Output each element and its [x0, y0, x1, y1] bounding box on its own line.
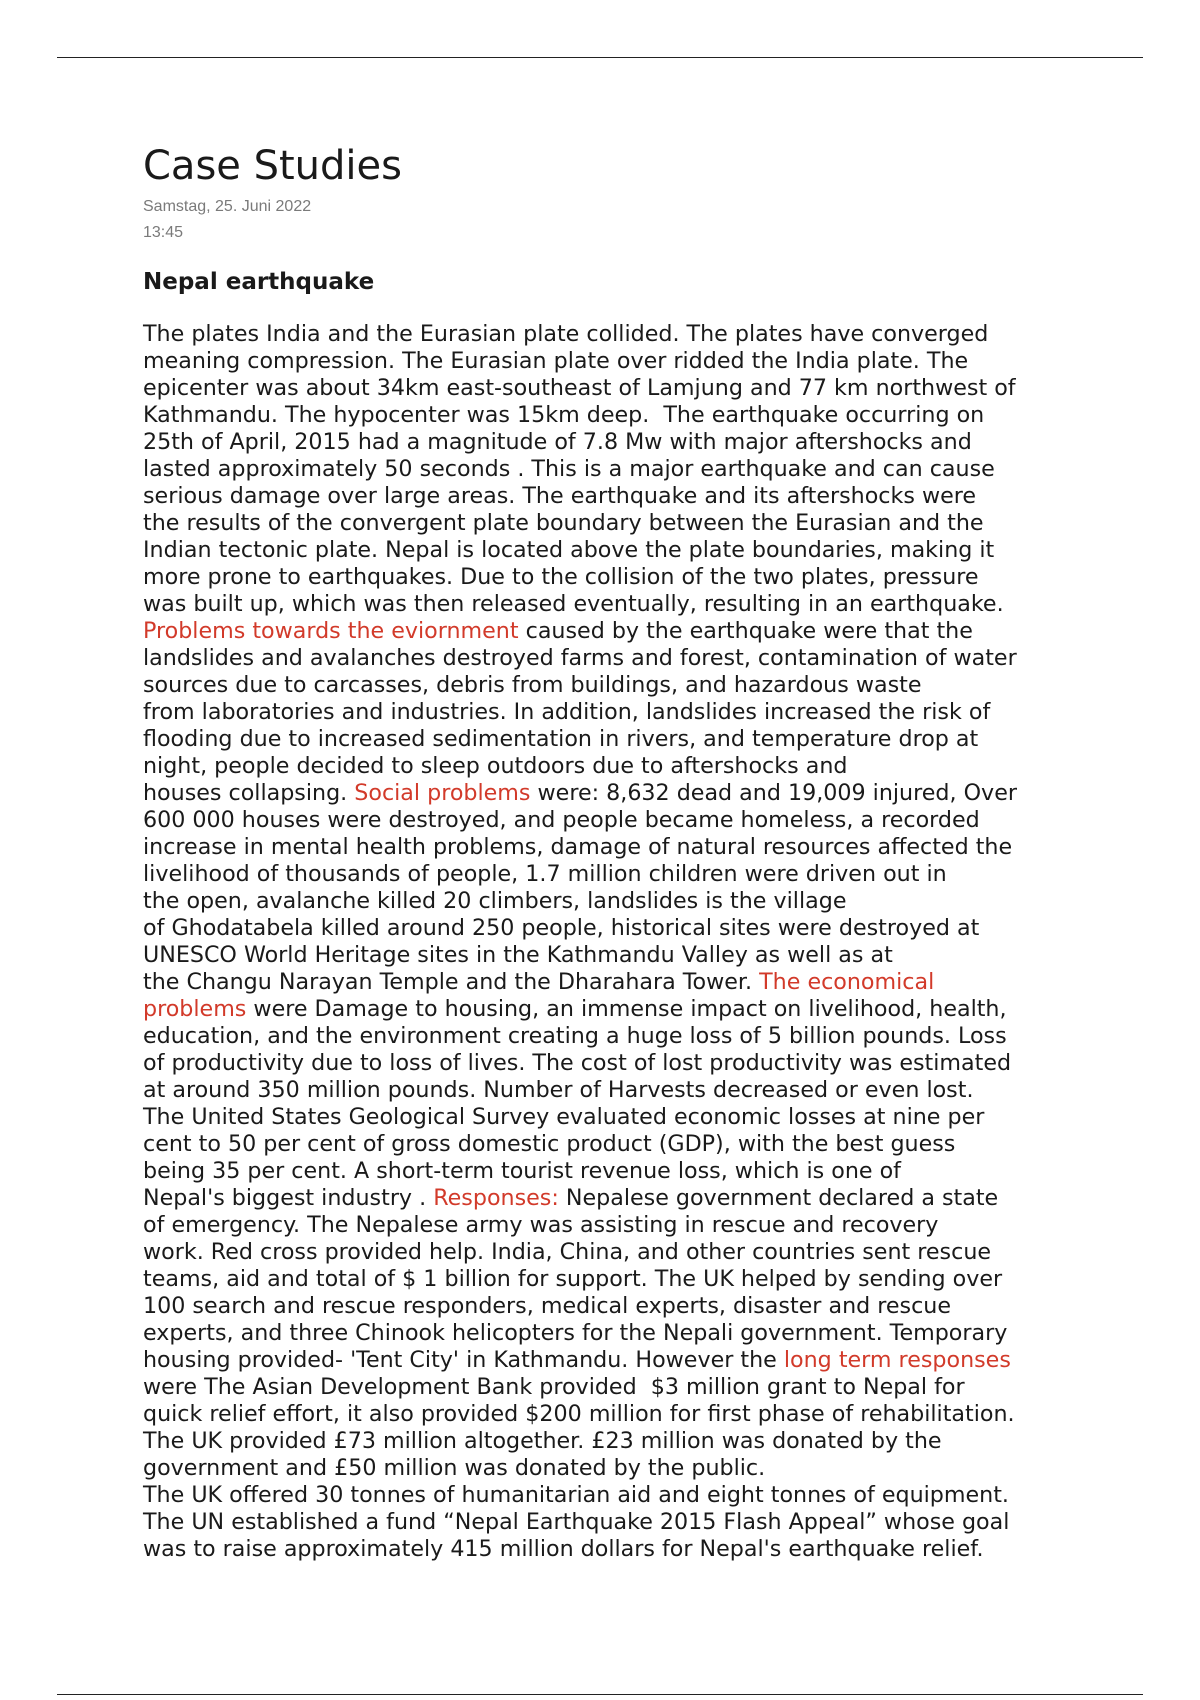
body-line: [143, 942, 1073, 969]
body-text-run: quick relief effort, it also provided $200 million for first phase of rehabilitation.: [143, 1401, 1015, 1427]
body-text-run: of emergency. The Nepalese army was assisting in rescue and recovery: [143, 1212, 939, 1238]
body-text-run: The plates India and the Eurasian plate collided. The plates have converged: [143, 321, 989, 347]
note-page: [143, 138, 1073, 1563]
body-text-run: of productivity due to loss of lives. The cost of lost productivity was estimated: [143, 1050, 1012, 1076]
body-line: [143, 969, 1073, 996]
highlighted-term: Problems towards the eviornment: [143, 618, 519, 644]
body-line: [143, 618, 1073, 645]
section-body: [143, 321, 1073, 1563]
body-text-run: was built up, which was then released eventually, resulting in an earthquake.: [143, 591, 1004, 617]
body-line: [143, 834, 1073, 861]
body-line: [143, 321, 1073, 348]
body-text-run: from laboratories and industries. In addition, landslides increased the risk of: [143, 699, 991, 725]
body-text-run: teams, aid and total of $ 1 billion for support. The UK helped by sending over: [143, 1266, 1003, 1292]
body-text-run: being 35 per cent. A short-term tourist revenue loss, which is one of: [143, 1158, 901, 1184]
body-text-run: landslides and avalanches destroyed farms and forest, contamination of water: [143, 645, 1017, 671]
body-text-run: Nepal's biggest industry .: [143, 1185, 434, 1211]
body-text-run: work. Red cross provided help. India, China, and other countries sent rescue: [143, 1239, 992, 1265]
body-text-run: The UK provided £73 million altogether. £23 million was donated by the: [143, 1428, 942, 1454]
body-text-run: meaning compression. The Eurasian plate over ridded the India plate. The: [143, 348, 969, 374]
body-text-run: sources due to carcasses, debris from buildings, and hazardous waste: [143, 672, 922, 698]
body-line: [143, 375, 1073, 402]
body-line: [143, 564, 1073, 591]
body-text-run: Indian tectonic plate. Nepal is located above the plate boundaries, making it: [143, 537, 995, 563]
highlighted-term: Responses:: [433, 1185, 559, 1211]
body-text-run: the open, avalanche killed 20 climbers, landslides is the village: [143, 888, 847, 914]
body-line: [143, 1509, 1073, 1536]
body-line: [143, 537, 1073, 564]
body-line: [143, 699, 1073, 726]
body-line: [143, 915, 1073, 942]
body-line: [143, 861, 1073, 888]
body-line: [143, 1239, 1073, 1266]
body-line: [143, 402, 1073, 429]
body-text-run: UNESCO World Heritage sites in the Kathmandu Valley as well as at: [143, 942, 893, 968]
body-line: [143, 1482, 1073, 1509]
body-text-run: 25th of April, 2015 had a magnitude of 7.8 Mw with major aftershocks and: [143, 429, 972, 455]
body-text-run: caused by the earthquake were that the: [518, 618, 973, 644]
body-line: [143, 1212, 1073, 1239]
body-text-run: experts, and three Chinook helicopters for the Nepali government. Temporary: [143, 1320, 1008, 1346]
body-line: [143, 348, 1073, 375]
body-line: [143, 1050, 1073, 1077]
body-line: [143, 1023, 1073, 1050]
body-line: [143, 807, 1073, 834]
body-text-run: was to raise approximately 415 million dollars for Nepal's earthquake relief.: [143, 1536, 984, 1562]
body-text-run: housing provided- 'Tent City' in Kathmandu. However the: [143, 1347, 784, 1373]
body-line: [143, 1131, 1073, 1158]
body-line: [143, 591, 1073, 618]
body-text-run: The United States Geological Survey evaluated economic losses at nine per: [143, 1104, 985, 1130]
body-line: [143, 1104, 1073, 1131]
body-line: [143, 1320, 1073, 1347]
body-line: [143, 726, 1073, 753]
highlighted-term: long term responses: [783, 1347, 1011, 1373]
highlighted-term: The economical: [759, 969, 935, 995]
body-line: [143, 1266, 1073, 1293]
page-date: Samstag, 25. Juni 2022: [143, 198, 312, 215]
body-text-run: increase in mental health problems, damage of natural resources affected the: [143, 834, 1013, 860]
body-line: [143, 429, 1073, 456]
highlighted-term: problems: [143, 996, 247, 1022]
body-line: [143, 645, 1073, 672]
body-text-run: were: 8,632 dead and 19,009 injured, Over: [530, 780, 1017, 806]
body-text-run: were Damage to housing, an immense impact on livelihood, health,: [246, 996, 1007, 1022]
body-text-run: education, and the environment creating a huge loss of 5 billion pounds. Loss: [143, 1023, 1007, 1049]
body-text-run: cent to 50 per cent of gross domestic product (GDP), with the best guess: [143, 1131, 956, 1157]
body-line: [143, 1158, 1073, 1185]
body-text-run: night, people decided to sleep outdoors due to aftershocks and: [143, 753, 848, 779]
body-text-run: houses collapsing.: [143, 780, 355, 806]
body-line: [143, 753, 1073, 780]
body-text-run: The UN established a fund “Nepal Earthquake 2015 Flash Appeal” whose goal: [143, 1509, 1010, 1535]
section-heading: Nepal earthquake: [143, 269, 375, 295]
body-text-run: more prone to earthquakes. Due to the collision of the two plates, pressure: [143, 564, 979, 590]
body-text-run: lasted approximately 50 seconds . This is a major earthquake and can cause: [143, 456, 995, 482]
body-text-run: Nepalese government declared a state: [558, 1185, 999, 1211]
body-line: [143, 888, 1073, 915]
body-line: [143, 510, 1073, 537]
page-time: 13:45: [143, 224, 184, 241]
body-text-run: government and £50 million was donated by the public.: [143, 1455, 766, 1481]
body-line: [143, 483, 1073, 510]
body-line: [143, 1374, 1073, 1401]
body-text-run: livelihood of thousands of people, 1.7 million children were driven out in: [143, 861, 947, 887]
body-line: [143, 780, 1073, 807]
body-line: [143, 456, 1073, 483]
body-text-run: were The Asian Development Bank provided $3 million grant to Nepal for: [143, 1374, 965, 1400]
page-title: Case Studies: [143, 143, 402, 189]
body-text-run: of Ghodatabela killed around 250 people, historical sites were destroyed at: [143, 915, 980, 941]
body-line: [143, 1185, 1073, 1212]
body-text-run: epicenter was about 34km east-southeast of Lamjung and 77 km northwest of: [143, 375, 1016, 401]
highlighted-term: Social problems: [354, 780, 531, 806]
body-line: [143, 672, 1073, 699]
body-line: [143, 1428, 1073, 1455]
bottom-rule: [57, 1694, 1143, 1695]
body-line: [143, 1401, 1073, 1428]
body-line: [143, 1077, 1073, 1104]
body-text-run: at around 350 million pounds. Number of Harvests decreased or even lost.: [143, 1077, 974, 1103]
body-text-run: The UK offered 30 tonnes of humanitarian aid and eight tonnes of equipment.: [143, 1482, 1009, 1508]
body-text-run: Kathmandu. The hypocenter was 15km deep. The earthquake occurring on: [143, 402, 985, 428]
body-line: [143, 1455, 1073, 1482]
body-line: [143, 1536, 1073, 1563]
body-text-run: the Changu Narayan Temple and the Dharahara Tower.: [143, 969, 760, 995]
body-line: [143, 1293, 1073, 1320]
body-text-run: the results of the convergent plate boundary between the Eurasian and the: [143, 510, 984, 536]
body-line: [143, 1347, 1073, 1374]
body-line: [143, 996, 1073, 1023]
body-text-run: 100 search and rescue responders, medical experts, disaster and rescue: [143, 1293, 952, 1319]
top-rule: [57, 57, 1143, 58]
body-text-run: serious damage over large areas. The earthquake and its aftershocks were: [143, 483, 977, 509]
body-text-run: 600 000 houses were destroyed, and people became homeless, a recorded: [143, 807, 980, 833]
body-text-run: flooding due to increased sedimentation in rivers, and temperature drop at: [143, 726, 979, 752]
